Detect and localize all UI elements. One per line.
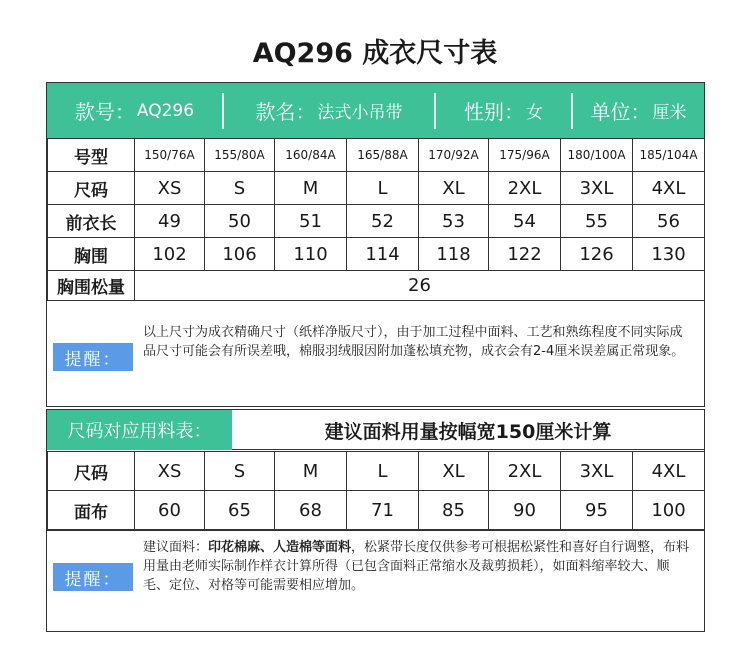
product-info-bar — [47, 83, 704, 138]
model-cell: 180/100A — [561, 139, 633, 172]
model-cell: 150/76A — [135, 139, 205, 172]
bust-ease-row — [48, 271, 705, 301]
bust-cell: 130 — [633, 238, 705, 271]
front-length-cell: 49 — [135, 205, 205, 238]
fabric-size-cell: XL — [419, 452, 489, 491]
reminder-text: 以上尺寸为成衣精确尺寸（纸样净版尺寸），由于加工过程中面料、工艺和熟练程度不同实际成品尺寸可能会有所误差哦，棉服羽绒服因附加蓬松填充物，成衣会有2-4厘米误差属正常现象。 — [143, 325, 685, 359]
fabric-panel — [46, 409, 705, 632]
model-cell: 160/84A — [275, 139, 347, 172]
fabric-amount-cell: 95 — [561, 491, 633, 530]
front-length-row-header: 前衣长 — [48, 205, 135, 238]
style-number-cell — [47, 83, 222, 138]
fabric-header — [47, 410, 704, 450]
model-cell: 165/88A — [347, 139, 419, 172]
size-cell: 4XL — [633, 172, 705, 205]
style-number-value: AQ296 — [136, 100, 195, 121]
style-name-label: 款名： — [255, 100, 316, 124]
front-length-cell: 55 — [561, 205, 633, 238]
bust-row-header: 胸围 — [48, 238, 135, 271]
bust-cell: 122 — [489, 238, 561, 271]
unit-label: 单位： — [590, 100, 651, 124]
front-length-cell: 54 — [489, 205, 561, 238]
fabric-table — [47, 451, 705, 530]
fabric-size-row — [48, 452, 705, 491]
front-length-cell: 56 — [633, 205, 705, 238]
fabric-size-cell: 2XL — [489, 452, 561, 491]
fabric-amount-row — [48, 491, 705, 530]
page-title: AQ296 成衣尺寸表 — [252, 38, 498, 69]
model-cell: 175/96A — [489, 139, 561, 172]
fabric-reminder-text — [143, 538, 695, 595]
fabric-size-cell: XS — [135, 452, 205, 491]
size-row — [48, 172, 705, 205]
fabric-amount-cell: 65 — [205, 491, 275, 530]
reminder-label: 提醒： — [53, 343, 133, 371]
model-row-header: 号型 — [48, 139, 135, 172]
fabric-reminder-note — [47, 530, 704, 633]
style-name-cell — [224, 83, 434, 138]
model-cell: 185/104A — [633, 139, 705, 172]
header-divider — [434, 93, 436, 129]
header-divider — [571, 93, 573, 129]
gender-label: 性别： — [464, 100, 524, 124]
size-cell: XS — [135, 172, 205, 205]
size-chart-panel — [46, 82, 705, 407]
fabric-reminder-label: 提醒： — [53, 563, 133, 591]
size-cell: L — [347, 172, 419, 205]
size-cell: XL — [419, 172, 489, 205]
unit-cell — [573, 83, 704, 138]
bust-ease-value: 26 — [135, 271, 705, 301]
fabric-size-row-header: 尺码 — [48, 452, 135, 491]
fabric-amount-cell: 85 — [419, 491, 489, 530]
bust-ease-row-header: 胸围松量 — [48, 271, 135, 301]
bust-cell: 114 — [347, 238, 419, 271]
front-length-cell: 51 — [275, 205, 347, 238]
fabric-amount-row-header: 面布 — [48, 491, 135, 530]
bust-cell: 110 — [275, 238, 347, 271]
gender-value: 女 — [526, 103, 543, 123]
model-row — [48, 139, 705, 172]
size-table — [47, 138, 705, 301]
size-row-header: 尺码 — [48, 172, 135, 205]
size-cell: 3XL — [561, 172, 633, 205]
size-cell: S — [205, 172, 275, 205]
bust-cell: 118 — [419, 238, 489, 271]
size-cell: 2XL — [489, 172, 561, 205]
front-length-cell: 53 — [419, 205, 489, 238]
style-name-value: 法式小吊带 — [317, 103, 403, 123]
fabric-reminder-prefix: 建议面料： — [143, 540, 209, 555]
bust-cell: 106 — [205, 238, 275, 271]
size-cell: M — [275, 172, 347, 205]
fabric-header-note: 建议面料用量按幅宽150厘米计算 — [324, 420, 612, 443]
fabric-reminder-body: ，松紧带长度仅供参考可根据松紧性和喜好自行调整，布料用量由老师实际制作样衣计算所得（已包含面料正常缩水及裁剪损耗），如面料缩率较大、顺毛、定位、对格等可能需要相应增加。 — [143, 540, 690, 593]
fabric-header-label: 尺码对应用料表： — [47, 410, 232, 450]
fabric-size-cell: 4XL — [633, 452, 705, 491]
fabric-size-cell: S — [205, 452, 275, 491]
bust-row — [48, 238, 705, 271]
bust-cell: 126 — [561, 238, 633, 271]
model-cell: 170/92A — [419, 139, 489, 172]
unit-value: 厘米 — [652, 103, 687, 123]
gender-cell — [436, 83, 571, 138]
reminder-note — [47, 305, 704, 408]
front-length-row — [48, 205, 705, 238]
fabric-size-cell: 3XL — [561, 452, 633, 491]
style-number-label: 款号： — [74, 100, 135, 124]
fabric-size-cell: M — [275, 452, 347, 491]
fabric-amount-cell: 68 — [275, 491, 347, 530]
model-cell: 155/80A — [205, 139, 275, 172]
fabric-amount-cell: 100 — [633, 491, 705, 530]
fabric-amount-cell: 71 — [347, 491, 419, 530]
fabric-amount-cell: 60 — [135, 491, 205, 530]
header-divider — [222, 93, 224, 129]
fabric-reminder-recommended: 印花棉麻、人造棉等面料 — [208, 540, 352, 555]
fabric-size-cell: L — [347, 452, 419, 491]
front-length-cell: 52 — [347, 205, 419, 238]
bust-cell: 102 — [135, 238, 205, 271]
front-length-cell: 50 — [205, 205, 275, 238]
fabric-amount-cell: 90 — [489, 491, 561, 530]
